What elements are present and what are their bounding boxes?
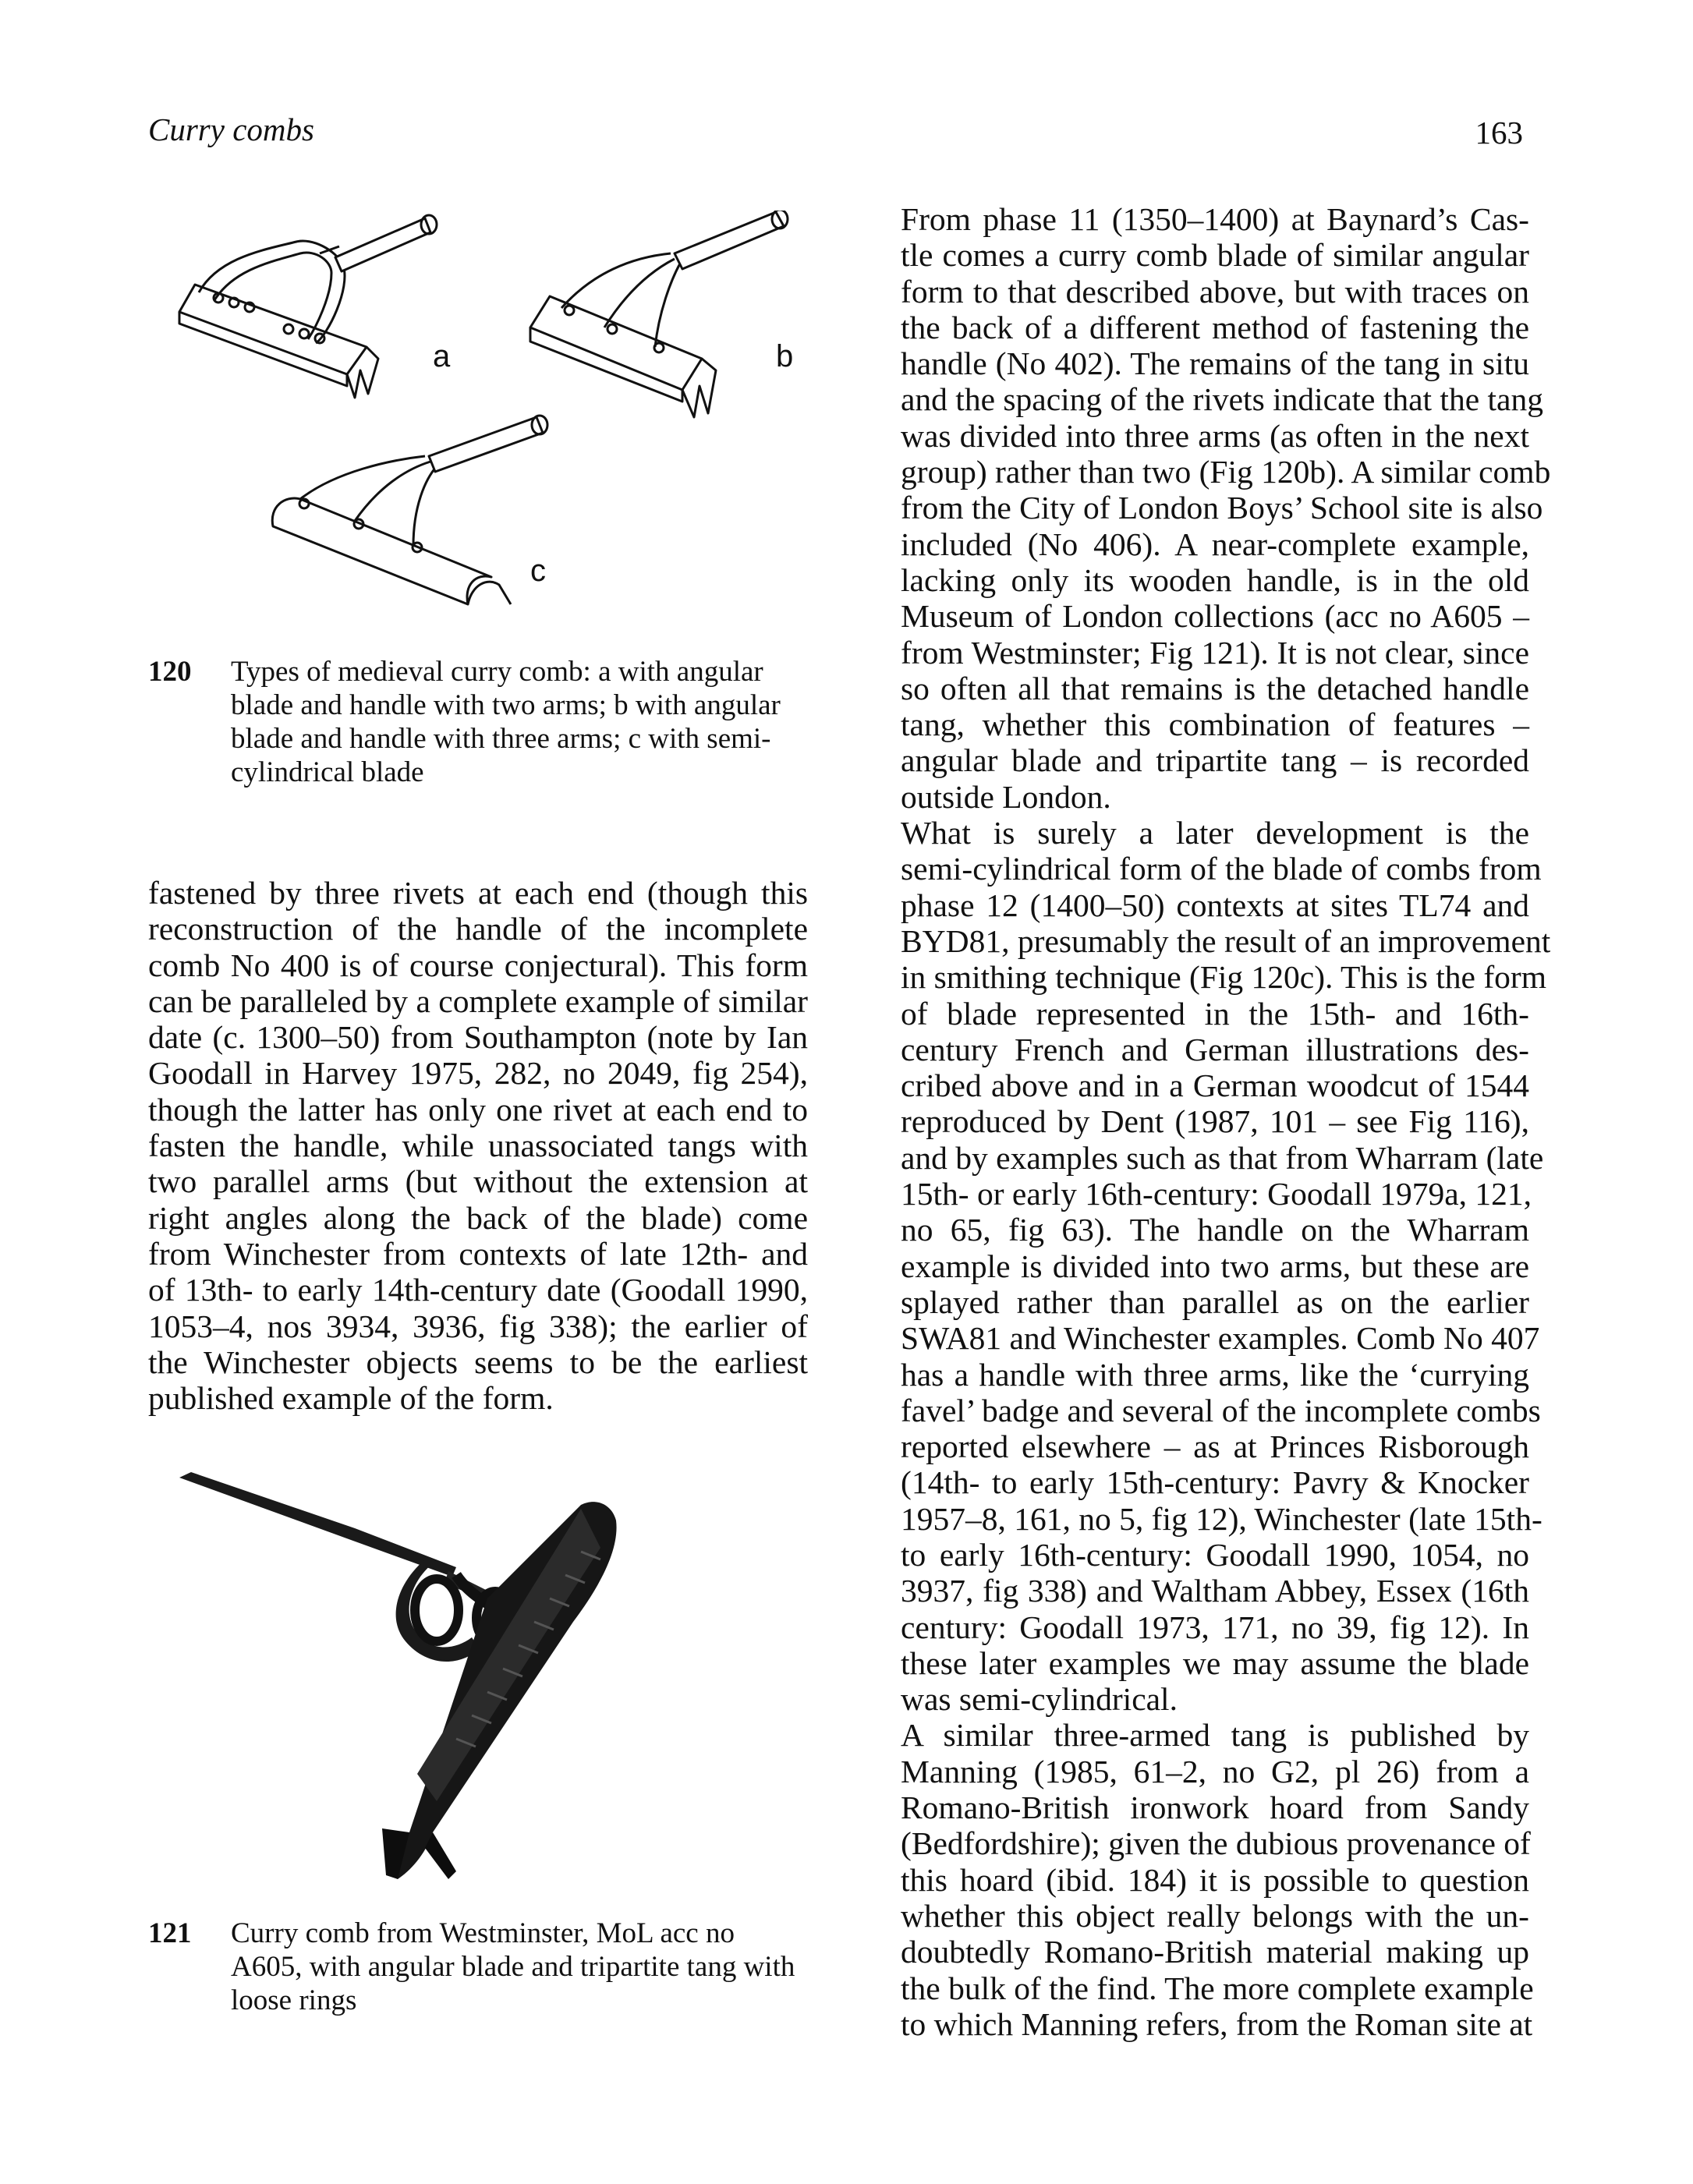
text-line: was semi-cylindrical. [901,1681,1178,1718]
text-line: and by examples such as that from Wharram (late [901,1139,1544,1176]
text-line: Museum of London collections (acc no A605 – [901,598,1529,635]
figure-120-drawings [156,211,858,647]
text-line: form to that described above, but with traces on [901,273,1529,310]
text-line: the Winchester objects seems to be the earliest [148,1343,808,1380]
figure-120-caption-text [231,655,823,789]
text-line: of 13th- to early 14th-century date (Goodall 1990, [148,1272,808,1308]
text-line: date (c. 1300–50) from Southampton (note by Ian [148,1019,808,1056]
text-line: reproduced by Dent (1987, 101 – see Fig 116), [901,1103,1529,1140]
text-line: Manning (1985, 61–2, no G2, pl 26) from a [901,1753,1529,1789]
figure-121-photo [175,1466,768,1903]
text-line: handle (No 402). The remains of the tang in situ [901,345,1529,382]
text-line: BYD81, presumably the result of an improvement [901,922,1551,959]
text-line: century: Goodall 1973, 171, no 39, fig 12). In [901,1609,1529,1645]
text-line: was divided into three arms (as often in the next [901,417,1529,454]
text-line: doubtedly Romano-British material making up [901,1934,1529,1970]
text-line: and the spacing of the rivets indicate that the tang [901,381,1543,418]
text-line: two parallel arms (but without the extension at [148,1163,808,1200]
figure-120-label-b: b [776,339,794,373]
text-line: Goodall in Harvey 1975, 282, no 2049, fig 254), [148,1055,808,1092]
text-line: no 65, fig 63). The handle on the Wharram [901,1212,1529,1248]
text-line: SWA81 and Winchester examples. Comb No 407 [901,1320,1540,1357]
text-line: century French and German illustrations des- [901,1031,1529,1067]
text-line: 3937, fig 338) and Waltham Abbey, Essex (16th [901,1573,1529,1609]
figure-120-label-a: a [433,339,451,373]
text-line: group) rather than two (Fig 120b). A similar comb [901,454,1551,490]
paragraph-semi-cylindrical [866,815,1551,1718]
comb-b-drawing [530,211,788,417]
text-line: from Winchester from contexts of late 12th- and [148,1235,808,1272]
text-line: From phase 11 (1350–1400) at Baynard’s Cas- [901,201,1529,237]
text-line: the back of a different method of fastening the [901,309,1529,345]
text-line: tang, whether this combination of features – [901,706,1529,743]
text-line: (Bedfordshire); given the dubious provenance of [901,1825,1531,1862]
comb-a-drawing [179,215,437,398]
text-line: to which Manning refers, from the Roman site at [901,2005,1533,2042]
caption-line: Types of medieval curry comb: a with angular [231,656,763,688]
caption-line: A605, with angular blade and tripartite tang with [231,1951,795,1983]
text-line: whether this object really belongs with the un- [901,1897,1529,1934]
caption-line: cylindrical blade [231,756,424,788]
text-line: phase 12 (1400–50) contexts at sites TL74 and [901,887,1529,923]
text-line: published example of the form. [148,1380,554,1417]
text-line: fasten the handle, while unassociated tangs with [148,1127,808,1164]
text-line: included (No 406). A near-complete example, [901,526,1529,562]
caption-line: loose rings [231,1984,357,2016]
paragraph-three-armed-tang [866,1717,1534,2042]
text-line: What is surely a later development is the [901,815,1529,851]
caption-line: blade and handle with two arms; b with angular [231,689,781,721]
text-line: of blade represented in the 15th- and 16th- [901,995,1529,1032]
text-line: semi-cylindrical form of the blade of combs from [901,851,1542,887]
right-column-text [866,201,1551,2042]
text-line: lacking only its wooden handle, is in the old [901,561,1529,598]
text-line: from the City of London Boys’ School site is also [901,490,1543,526]
text-line: tle comes a curry comb blade of similar angular [901,237,1529,274]
text-line: splayed rather than parallel as on the earlier [901,1283,1529,1320]
text-line: Romano-British ironwork hoard from Sandy [901,1789,1529,1826]
paragraph-baynards-castle [866,201,1551,815]
text-line: reconstruction of the handle of the incomplete [148,911,808,947]
text-line: so often all that remains is the detached handle [901,670,1529,706]
text-line: A similar three-armed tang is published by [901,1717,1529,1754]
text-line: these later examples we may assume the blade [901,1644,1529,1681]
text-line: outside London. [901,778,1111,815]
figure-120-label-c: c [530,554,546,588]
caption-line: Curry comb from Westminster, MoL acc no [231,1917,735,1949]
text-line: (14th- to early 15th-century: Pavry & Knocker [901,1464,1529,1501]
text-line: reported elsewhere – as at Princes Risborough [901,1428,1529,1465]
text-line: from Westminster; Fig 121). It is not clear, since [901,634,1529,671]
figure-120-number: 120 [148,656,192,688]
text-line: angular blade and tripartite tang – is recorded [901,742,1529,779]
text-line: 15th- or early 16th-century: Goodall 1979a, 121, [901,1176,1532,1212]
text-line: comb No 400 is of course conjectural). This form [148,947,808,983]
text-line: example is divided into two arms, but these are [901,1248,1529,1284]
text-line: has a handle with three arms, like the ‘currying [901,1356,1529,1393]
text-line: favel’ badge and several of the incomplete combs [901,1392,1541,1428]
figure-120-caption [148,655,834,795]
text-line: cribed above and in a German woodcut of 1544 [901,1067,1529,1104]
text-line: right angles along the back of the blade) come [148,1199,808,1236]
text-line: in smithing technique (Fig 120c). This is the form [901,959,1546,996]
text-line: to early 16th-century: Goodall 1990, 1054, no [901,1536,1529,1573]
figure-121-number: 121 [148,1917,192,1949]
running-head: Curry combs [148,112,314,147]
text-line: 1957–8, 161, no 5, fig 12), Winchester (late 15th- [901,1500,1542,1537]
text-line: fastened by three rivets at each end (though this [148,875,808,911]
text-line: 1053–4, nos 3934, 3936, fig 338); the earlier of [148,1308,808,1344]
page-number: 163 [1475,115,1523,150]
text-line: though the latter has only one rivet at each end to [148,1091,808,1127]
figure-121-caption-text [231,1917,823,2017]
figure-121-caption [148,1917,834,2026]
text-line: the bulk of the find. The more complete example [901,1970,1534,2006]
left-column-text [148,875,808,1416]
caption-line: blade and handle with three arms; c with semi- [231,723,771,755]
comb-c-drawing [272,416,547,604]
text-line: can be paralleled by a complete example of similar [148,982,808,1019]
text-line: this hoard (ibid. 184) it is possible to question [901,1861,1529,1898]
